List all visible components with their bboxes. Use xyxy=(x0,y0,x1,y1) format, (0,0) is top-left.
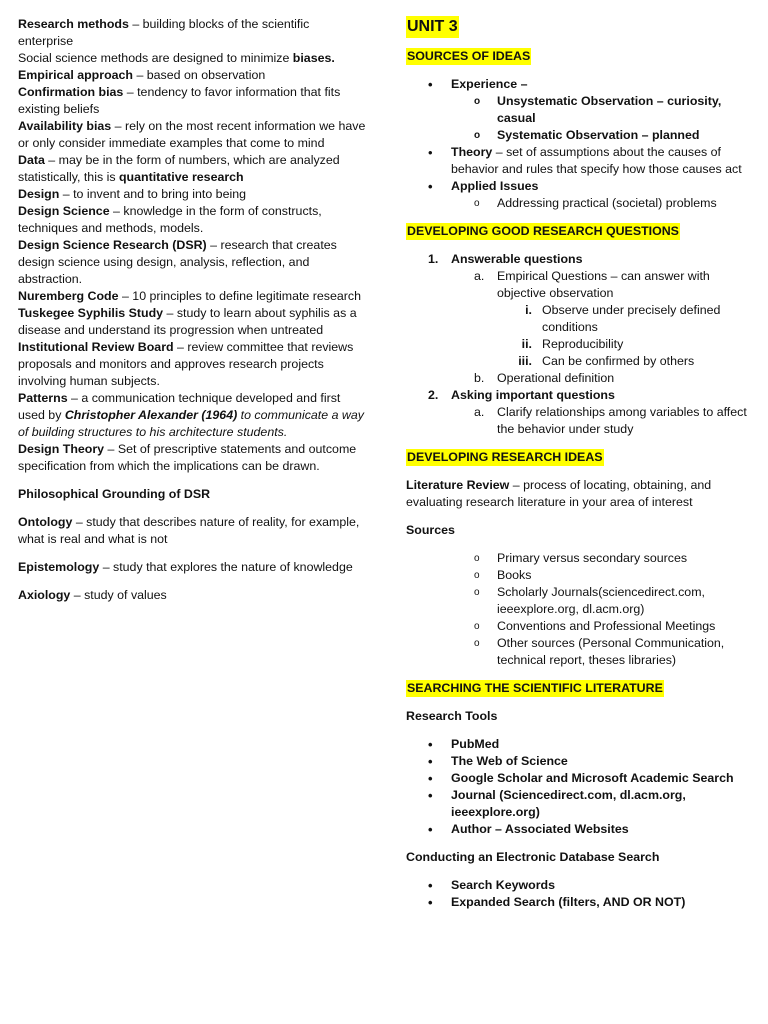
list-item: • Theory – set of assumptions about the causes of behavior and rules that specify how those causes act xyxy=(406,144,756,178)
sources-of-ideas-heading: SOURCES OF IDEAS xyxy=(407,49,531,63)
philosophy-heading: Philosophical Grounding of DSR xyxy=(18,487,211,501)
right-column xyxy=(406,16,756,911)
searching-literature-heading: SEARCHING THE SCIENTIFIC LITERATURE xyxy=(407,681,663,695)
literature-review-definition: Literature Review – process of locating, obtaining, and evaluating research literature in your area of interest xyxy=(406,478,712,509)
list-item: o Scholarly Journals(sciencedirect.com, ieeexplore.org, dl.acm.org) xyxy=(406,584,756,618)
definition-confirmation-bias: Confirmation bias – tendency to favor information that fits existing beliefs xyxy=(18,85,341,116)
definition-social-science: Social science methods are designed to minimize biases. xyxy=(18,51,335,65)
unit-title: UNIT 3 xyxy=(406,16,459,38)
list-item: • Author – Associated Websites xyxy=(406,821,756,838)
list-item: a. Clarify relationships among variables to affect the behavior under study xyxy=(474,405,747,436)
definition-tuskegee-study: Tuskegee Syphilis Study – study to learn about syphilis as a disease and understand its progression when untreated xyxy=(18,306,357,337)
database-search-list xyxy=(406,877,756,911)
list-item: • Google Scholar and Microsoft Academic Search xyxy=(406,770,756,787)
research-questions-heading: DEVELOPING GOOD RESEARCH QUESTIONS xyxy=(407,224,679,238)
sources-label: Sources xyxy=(406,523,455,537)
list-item: • PubMed xyxy=(406,736,756,753)
sources-of-ideas-list xyxy=(406,76,756,212)
list-item: o Systematic Observation – planned xyxy=(406,127,756,144)
list-item: • Journal (Sciencedirect.com, dl.acm.org, ieeexplore.org) xyxy=(406,787,756,821)
list-item: o Books xyxy=(406,567,756,584)
definition-ontology: Ontology – study that describes nature of reality, for example, what is real and what is not xyxy=(18,515,360,546)
list-item: • Search Keywords xyxy=(406,877,756,894)
definition-patterns: Patterns – a communication technique developed and first used by Christopher Alexander (1964) to communicate a way of building structures to his architecture students. xyxy=(18,391,364,439)
list-item: • The Web of Science xyxy=(406,753,756,770)
list-item: ii. Reproducibility xyxy=(521,337,624,351)
list-item: o Other sources (Personal Communication, technical report, theses libraries) xyxy=(406,635,756,669)
definition-availability-bias: Availability bias – rely on the most recent information we have or only consider immediate examples that come to mind xyxy=(18,119,366,150)
definition-design: Design – to invent and to bring into being xyxy=(18,187,246,201)
left-column xyxy=(18,16,366,615)
definition-research-methods: Research methods – building blocks of the scientific enterprise xyxy=(18,17,310,48)
list-item: o Unsystematic Observation – curiosity, casual xyxy=(406,93,756,127)
definition-nuremberg-code: Nuremberg Code – 10 principles to define legitimate research xyxy=(18,289,361,303)
definition-epistemology: Epistemology – study that explores the nature of knowledge xyxy=(18,560,353,574)
list-item: 1. Answerable questions xyxy=(428,252,583,266)
list-item: 2. Asking important questions xyxy=(428,388,615,402)
list-item: o Addressing practical (societal) problems xyxy=(406,195,756,212)
definition-data: Data – may be in the form of numbers, which are analyzed statistically, this is quantitative research xyxy=(18,153,340,184)
list-item: iii. Can be confirmed by others xyxy=(518,354,695,368)
definition-axiology: Axiology – study of values xyxy=(18,588,167,602)
research-tools-label: Research Tools xyxy=(406,709,498,723)
definition-dsr: Design Science Research (DSR) – research that creates design science using design, analysis, reflection, and abstraction. xyxy=(18,238,337,286)
definition-irb: Institutional Review Board – review committee that reviews proposals and monitors and approves research projects involving human subjects. xyxy=(18,340,354,388)
database-search-label: Conducting an Electronic Database Search xyxy=(406,850,660,864)
list-item: i. Observe under precisely defined conditions xyxy=(525,303,721,334)
list-item: • Applied Issues xyxy=(406,178,756,195)
sources-list xyxy=(406,550,756,669)
definition-empirical-approach: Empirical approach – based on observation xyxy=(18,68,266,82)
list-item: a. Empirical Questions – can answer with objective observation xyxy=(474,269,710,300)
list-item: • Expanded Search (filters, AND OR NOT) xyxy=(406,894,756,911)
list-item: o Primary versus secondary sources xyxy=(406,550,756,567)
list-item: o Conventions and Professional Meetings xyxy=(406,618,756,635)
research-tools-list xyxy=(406,736,756,838)
definition-design-theory: Design Theory – Set of prescriptive statements and outcome specification from which the implications can be drawn. xyxy=(18,442,357,473)
list-item: b. Operational definition xyxy=(474,371,615,385)
list-item: • Experience – xyxy=(406,76,756,93)
research-questions-list xyxy=(406,251,756,438)
definition-design-science: Design Science – knowledge in the form of constructs, techniques and methods, models. xyxy=(18,204,322,235)
research-ideas-heading: DEVELOPING RESEARCH IDEAS xyxy=(407,450,603,464)
